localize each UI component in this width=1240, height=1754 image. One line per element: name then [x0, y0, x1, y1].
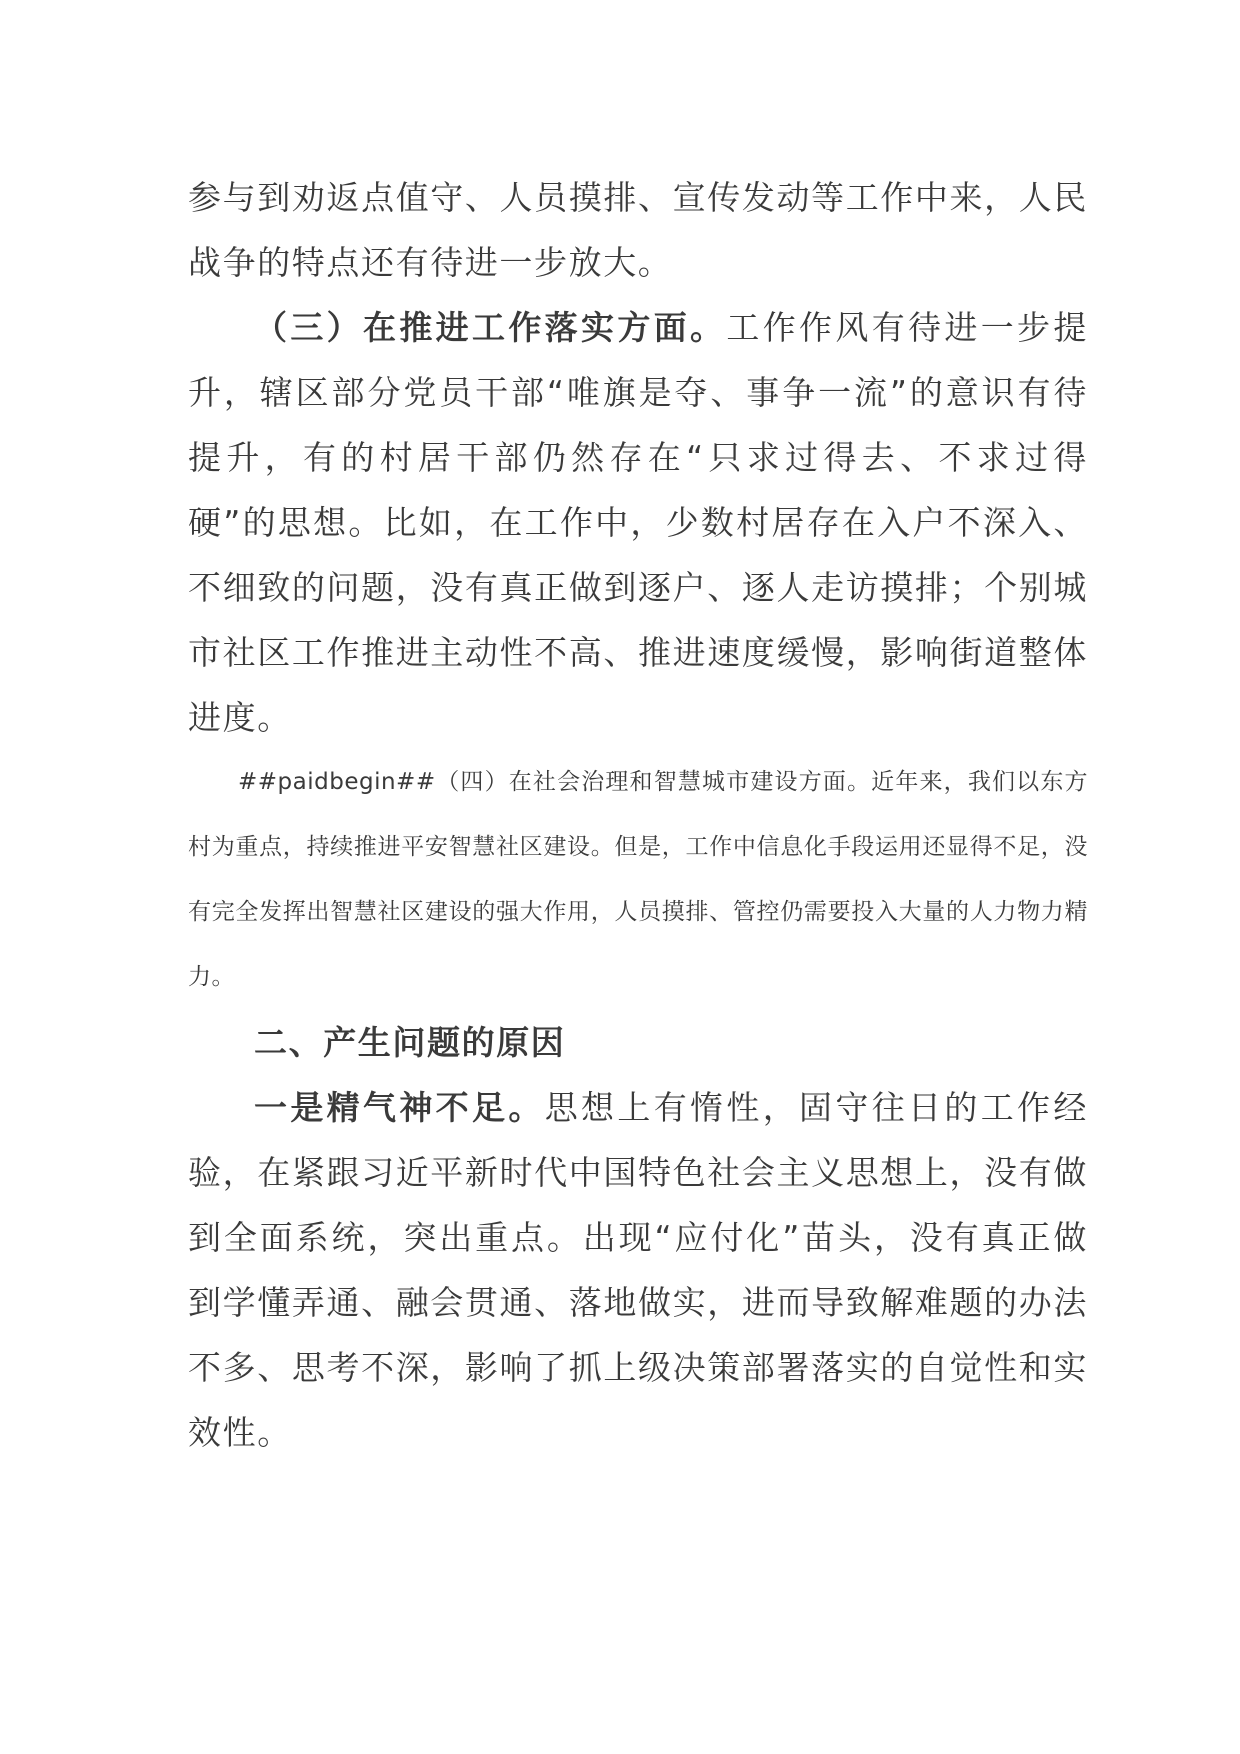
heading-text: 二、产生问题的原因	[254, 1023, 566, 1062]
paragraph-text: 工作作风有待进一步提升，辖区部分党员干部“唯旗是夺、事争一流”的意识有待提升，有的村居干部仍然存在“只求过得去、不求过得硬”的思想。比如，在工作中，少数村居存在入户不深入、不细致的问题，没有真正做到逐户、逐人走访摸排；个别城市社区工作推进主动性不高、推进速度缓慢，影响街道整体进度。	[188, 308, 1088, 737]
section-heading-causes	[188, 1010, 1088, 1075]
section-three-heading: （三）在推进工作落实方面。	[254, 308, 727, 347]
paragraph-text: 参与到劝返点值守、人员摸排、宣传发动等工作中来，人民战争的特点还有待进一步放大。	[188, 178, 1088, 282]
paragraph-continuation	[188, 165, 1088, 295]
cause-one-heading: 一是精气神不足。	[254, 1088, 545, 1127]
paragraph-section-three	[188, 295, 1088, 750]
paragraph-text: 思想上有惰性，固守往日的工作经验，在紧跟习近平新时代中国特色社会主义思想上，没有做到全面系统，突出重点。出现“应付化”苗头，没有真正做到学懂弄通、融会贯通、落地做实，进而导致解难题的办法不多、思考不深，影响了抓上级决策部署落实的自觉性和实效性。	[188, 1088, 1088, 1452]
paragraph-text: ##paidbegin##（四）在社会治理和智慧城市建设方面。近年来，我们以东方村为重点，持续推进平安智慧社区建设。但是，工作中信息化手段运用还显得不足，没有完全发挥出智慧社区建设的强大作用，人员摸排、管控仍需要投入大量的人力物力精力。	[188, 769, 1088, 990]
paragraph-cause-one	[188, 1075, 1088, 1465]
document-body	[188, 165, 1088, 1465]
paragraph-section-four	[188, 750, 1088, 1010]
